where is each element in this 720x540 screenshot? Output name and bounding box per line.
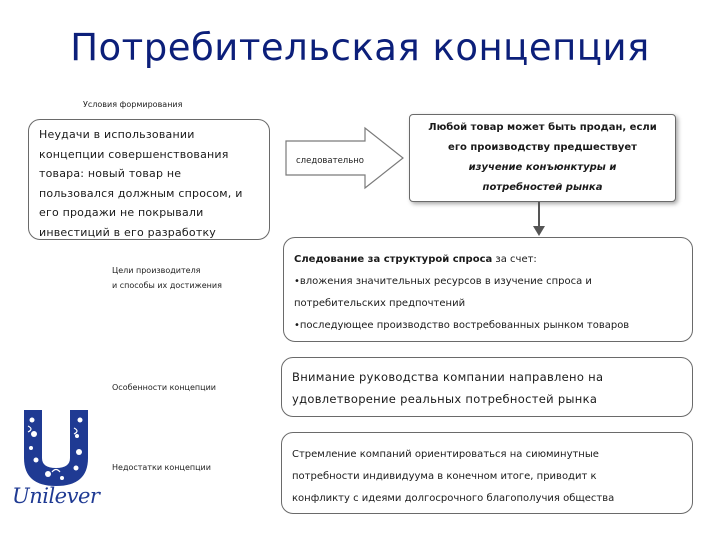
- label-drawbacks: Недостатки концепции: [112, 463, 211, 472]
- drawbacks-line: потребности индивидуума в конечном итоге, приводит к: [292, 471, 597, 482]
- label-features: Особенности концепции: [112, 383, 216, 392]
- box-goals: [283, 237, 693, 342]
- box-features: [281, 357, 693, 417]
- principle-line: потребностей рынка: [482, 182, 603, 193]
- conditions-line: инвестиций в его разработку: [39, 225, 217, 239]
- arrow-down-icon: [532, 202, 546, 238]
- box-conditions: [28, 119, 270, 240]
- box-drawbacks: [281, 432, 693, 514]
- conditions-line: товара: новый товар не: [39, 167, 182, 180]
- goals-heading: Следование за структурой спроса: [294, 254, 493, 265]
- label-conditions: Условия формирования: [83, 100, 183, 109]
- principle-line: Любой товар может быть продан, если: [428, 122, 657, 133]
- principle-line: изучение конъюнктуры и: [468, 162, 617, 173]
- drawbacks-line: конфликту с идеями долгосрочного благополучия общества: [292, 493, 615, 504]
- goals-bullet: •вложения значительных ресурсов в изучение спроса и: [294, 276, 592, 287]
- page-title: Потребительская концепция: [70, 26, 650, 69]
- principle-line: его производству предшествует: [448, 142, 637, 153]
- conditions-line: концепции совершенствования: [39, 147, 229, 161]
- goals-heading-suffix: за счет:: [492, 254, 537, 265]
- label-goals-2: и способы их достижения: [112, 281, 222, 290]
- features-line: удовлетворение реальных потребностей рынка: [292, 392, 598, 406]
- goals-bullet-cont: потребительских предпочтений: [294, 298, 466, 309]
- conditions-line: Неудачи в использовании: [39, 128, 195, 141]
- features-line: Внимание руководства компании направлено на: [292, 370, 604, 384]
- conditions-line: пользовался должным спросом, и: [39, 186, 243, 200]
- arrow-label: следовательно: [296, 156, 365, 166]
- conditions-line: его продажи не покрывали: [39, 206, 204, 219]
- box-principle: [409, 114, 676, 202]
- goals-bullet: •последующее производство востребованных рынком товаров: [294, 320, 630, 331]
- drawbacks-line: Стремление компаний ориентироваться на сиюминутные: [292, 449, 599, 460]
- unilever-logo-icon: [12, 408, 102, 488]
- goals-heading-line: [294, 249, 682, 271]
- unilever-logo-text: Unilever: [12, 484, 100, 508]
- label-goals: Цели производителя: [112, 266, 201, 275]
